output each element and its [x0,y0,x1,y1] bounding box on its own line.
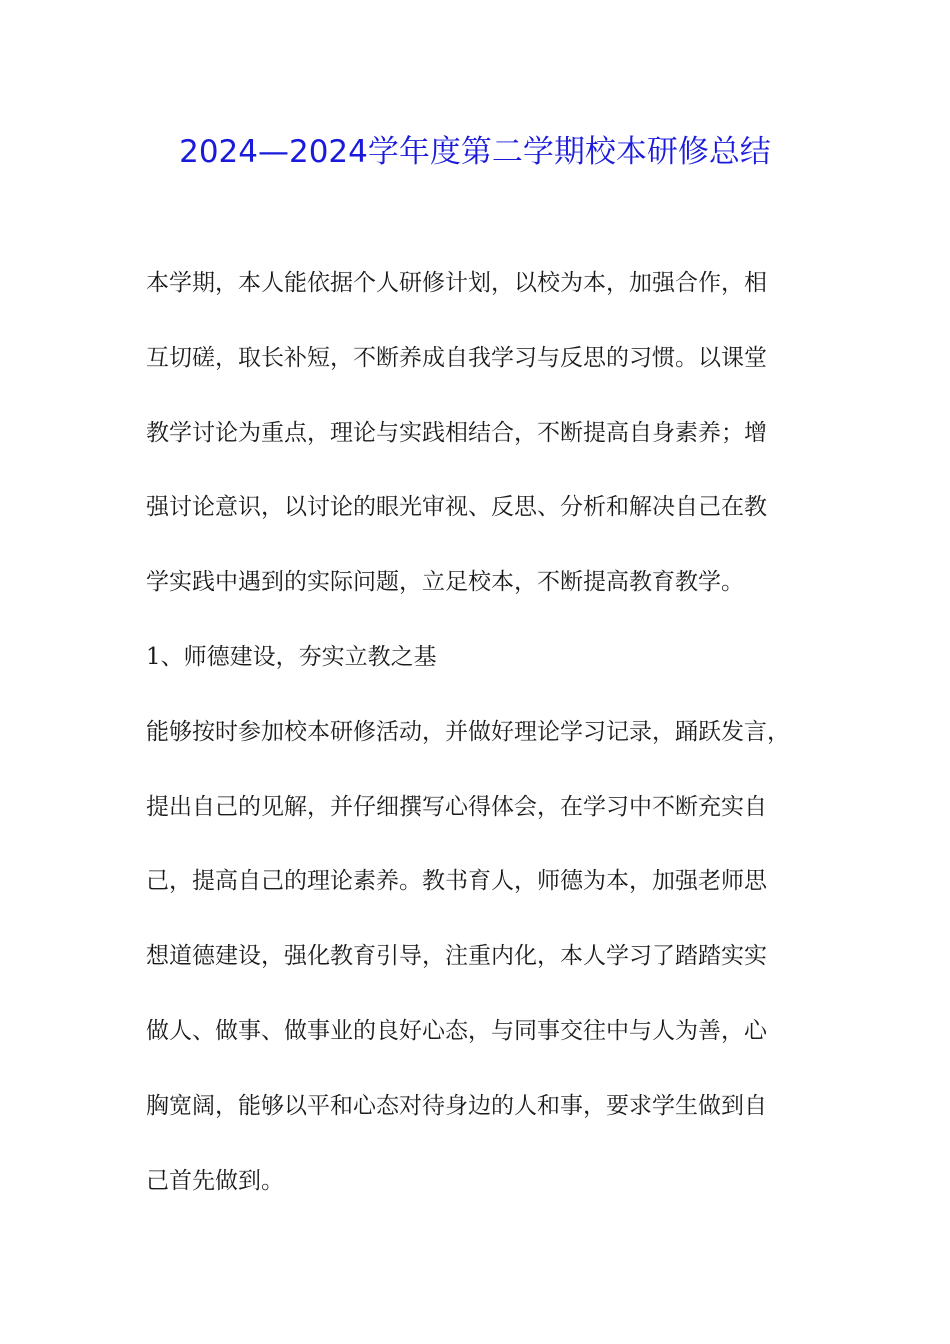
paragraph-line: 强讨论意识，以讨论的眼光审视、反思、分析和解决自己在教 [146,494,767,520]
paragraph-line: 做人、做事、做事业的良好心态，与同事交往中与人为善，心 [146,1018,767,1044]
paragraph-line: 胸宽阔，能够以平和心态对待身边的人和事，要求学生做到自 [146,1093,767,1119]
paragraph-line: 能够按时参加校本研修活动，并做好理论学习记录，踊跃发言， [146,719,790,745]
paragraph-line: 本学期，本人能依据个人研修计划，以校为本，加强合作，相 [146,270,767,296]
paragraph-line: 己，提高自己的理论素养。教书育人，师德为本，加强老师思 [146,868,767,894]
paragraph-line: 提出自己的见解，并仔细撰写心得体会，在学习中不断充实自 [146,794,767,820]
section-heading: 1、师德建设，夯实立教之基 [146,644,437,670]
document-title: 2024—2024学年度第二学期校本研修总结 [179,134,771,170]
paragraph-line: 学实践中遇到的实际问题，立足校本，不断提高教育教学。 [146,569,744,595]
paragraph-line: 想道德建设，强化教育引导，注重内化，本人学习了踏踏实实 [146,943,767,969]
paragraph-line: 教学讨论为重点，理论与实践相结合，不断提高自身素养；增 [146,420,767,446]
paragraph-line: 互切磋，取长补短，不断养成自我学习与反思的习惯。以课堂 [146,345,767,371]
paragraph-line: 己首先做到。 [146,1168,284,1194]
